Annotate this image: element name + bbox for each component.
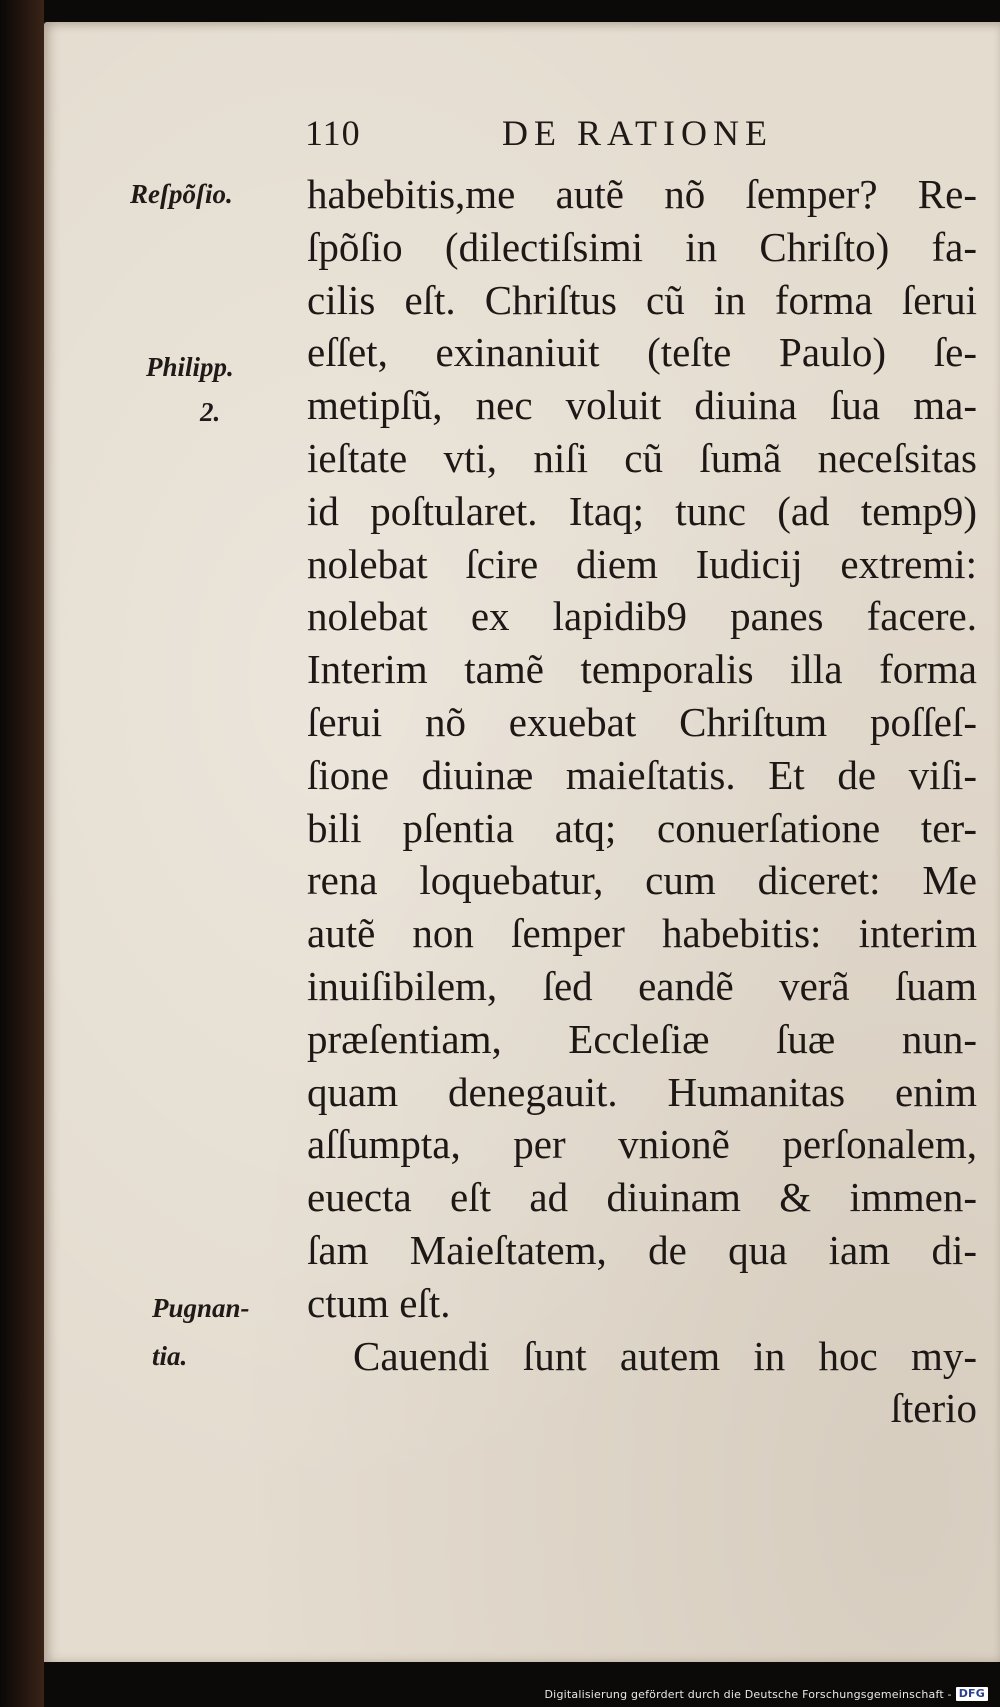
text-line: ſerui nõ exuebat Chriſtum poſſeſ- — [307, 698, 977, 745]
margin-note-philipp: Philipp. — [146, 352, 234, 382]
text-line: inuiſibilem, ſed eandẽ verã ſuam — [307, 962, 977, 1009]
page-edge-shadow — [0, 0, 44, 1707]
text-line: Cauendi ſunt autem in hoc my- — [353, 1332, 977, 1379]
text-line: ieſtate vti, niſi cũ ſumã neceſsitas — [307, 434, 977, 481]
margin-note-pugnantia: Pugnan- — [152, 1293, 250, 1323]
text-line: rena loquebatur, cum diceret: Me — [307, 857, 977, 904]
text-line: ſione diuinæ maieſtatis. Et de viſi- — [307, 751, 977, 798]
text-line: præſentiam, Eccleſiæ ſuæ nun- — [307, 1015, 977, 1062]
text-line: bili pſentia atq; conuerſatione ter- — [307, 804, 977, 851]
catchword: ſterio — [890, 1385, 977, 1432]
text-line: cilis eſt. Chriſtus cũ in forma ſerui — [307, 276, 977, 323]
text-line: quam denegauit. Humanitas enim — [307, 1068, 977, 1115]
footer-text: Digitalisierung gefördert durch die Deutsche Forschungsgemeinschaft - — [544, 1687, 952, 1701]
margin-note-chapter: 2. — [200, 397, 221, 427]
digitization-footer — [545, 1684, 988, 1704]
body-text — [307, 168, 977, 1435]
text-line: metipſũ, nec voluit diuina ſua ma- — [307, 382, 977, 429]
margin-note-responsio: Reſpõſio. — [130, 179, 233, 209]
text-line: euecta eſt ad diuinam & immen- — [307, 1174, 977, 1221]
text-line: ctum eſt. — [307, 1279, 451, 1326]
page-header — [305, 112, 805, 156]
running-head: DE RATIONE — [502, 113, 773, 153]
margin-note-pugnantia-cont: tia. — [152, 1341, 188, 1371]
text-line: Interim tamẽ temporalis illa forma — [307, 646, 977, 693]
text-line: ſpõſio (dilectiſsimi in Chriſto) fa- — [307, 223, 977, 270]
text-line: id poſtularet. Itaq; tunc (ad temp9) — [307, 487, 977, 534]
text-line: nolebat ex lapidib9 panes facere. — [307, 593, 977, 640]
text-line: autẽ non ſemper habebitis: interim — [307, 910, 977, 957]
text-line: eſſet, exinaniuit (teſte Paulo) ſe- — [307, 329, 977, 376]
text-line: nolebat ſcire diem Iudicij extremi: — [307, 540, 977, 587]
dfg-logo: DFG — [956, 1687, 988, 1701]
text-line: aſſumpta, per vnionẽ perſonalem, — [307, 1121, 977, 1168]
text-line: ſam Maieſtatem, de qua iam di- — [307, 1226, 977, 1273]
page-number: 110 — [305, 113, 361, 153]
text-line: habebitis,me autẽ nõ ſemper? Re- — [307, 171, 977, 217]
